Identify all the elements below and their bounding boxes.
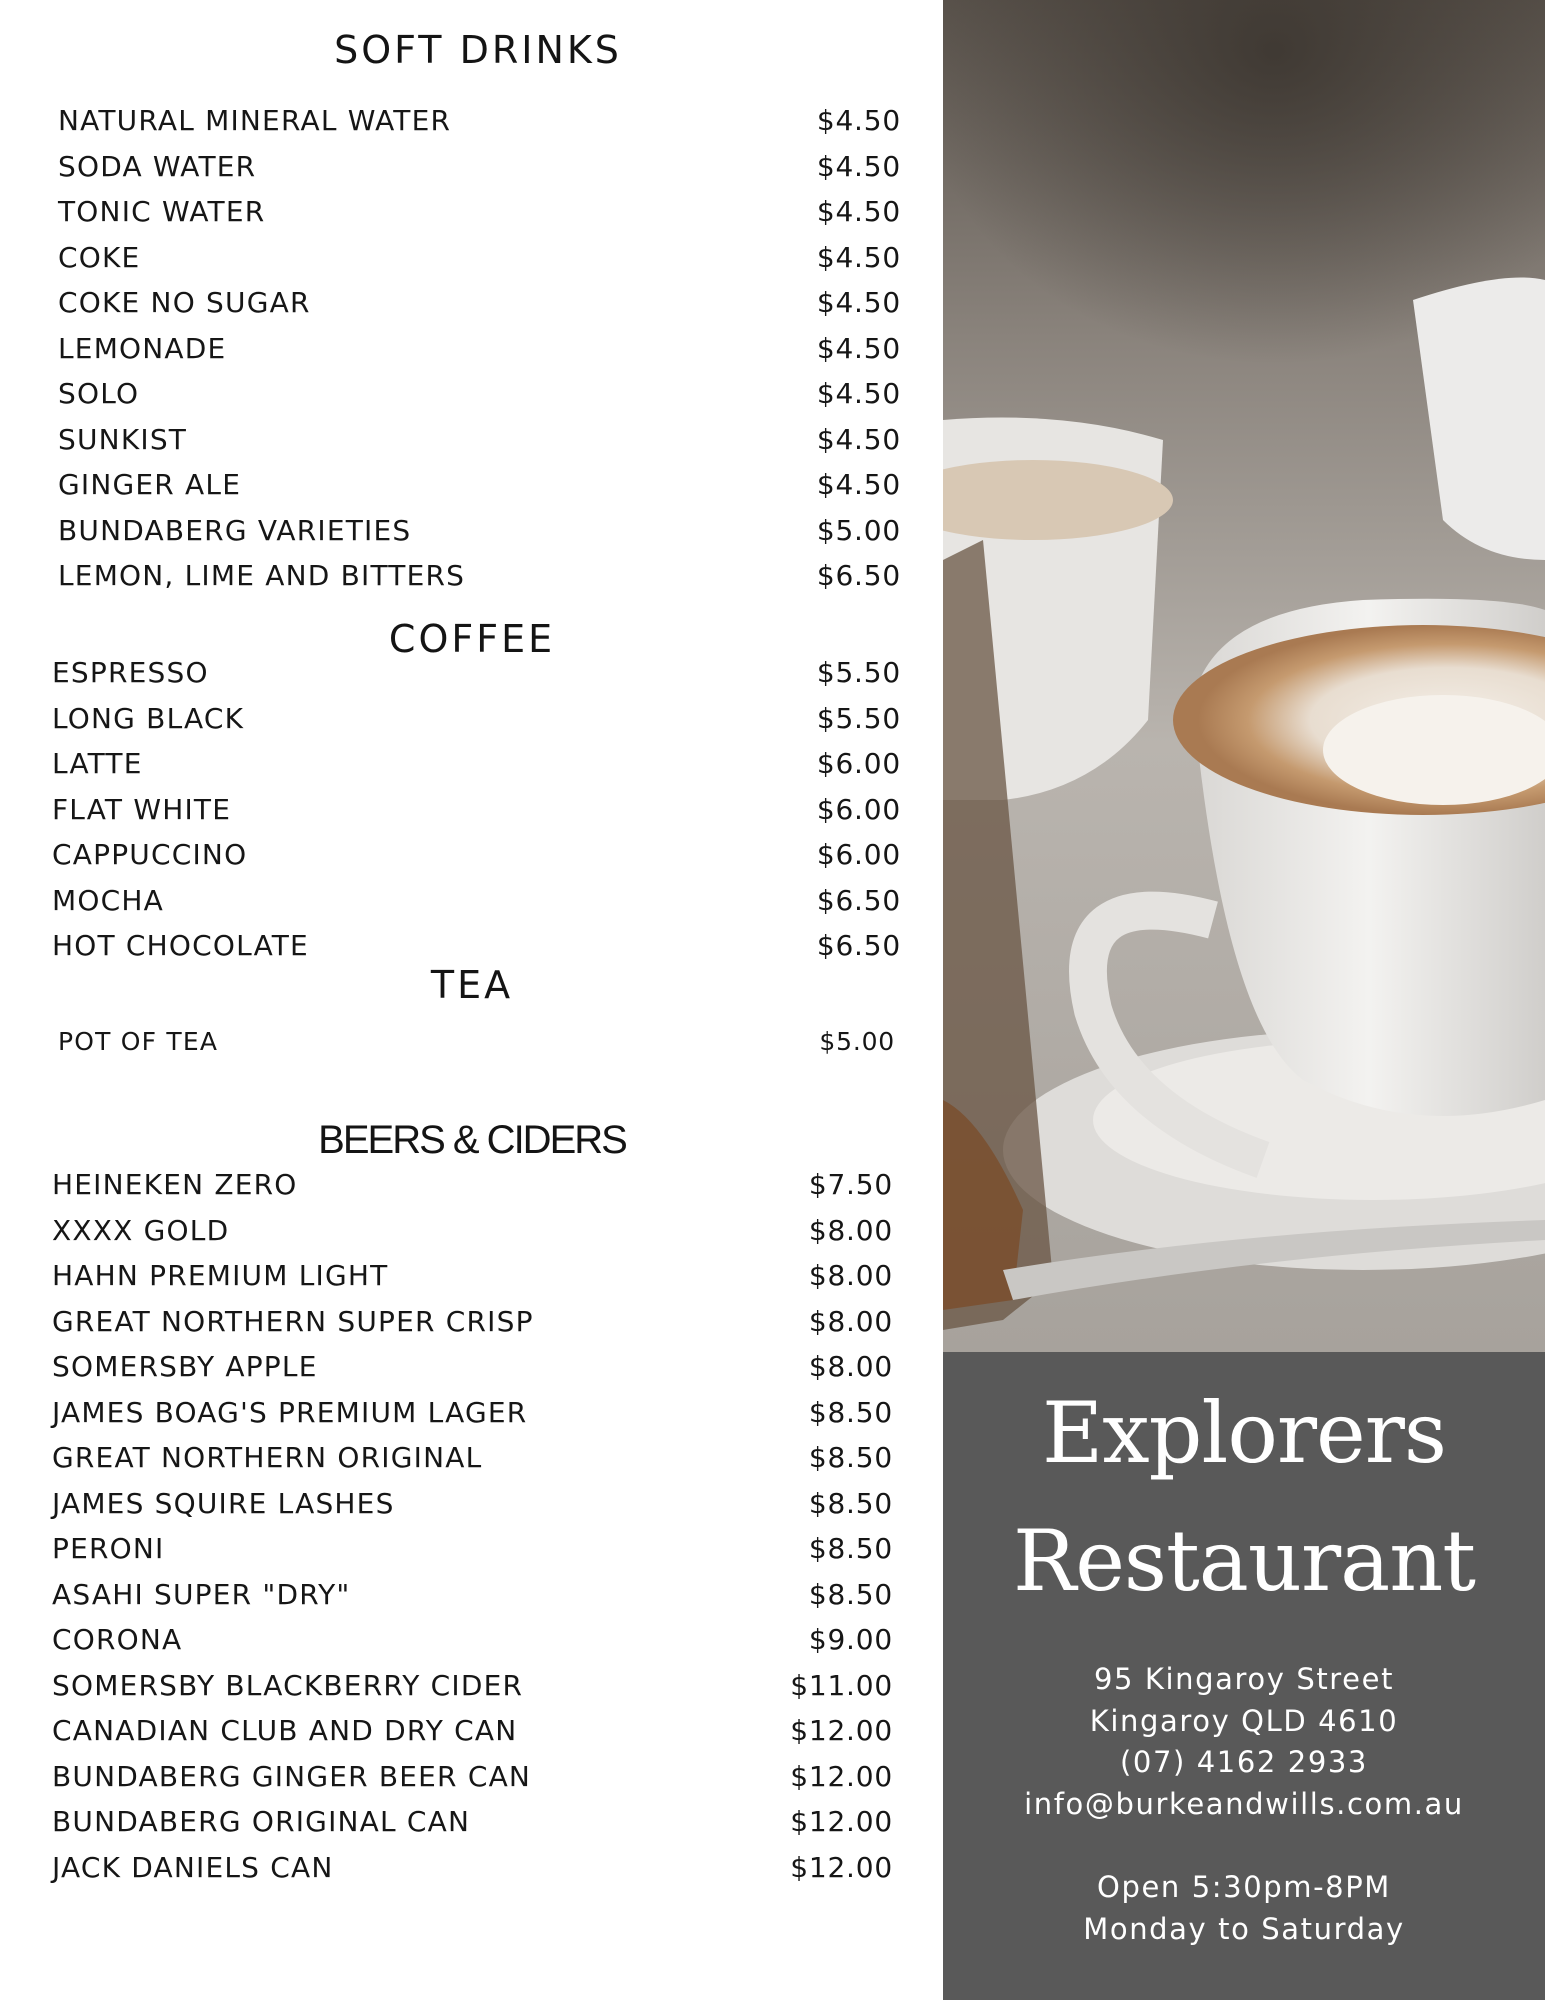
menu-item-name: JAMES SQUIRE LASHES xyxy=(52,1486,395,1520)
address-line2: Kingaroy QLD 4610 xyxy=(1089,1704,1399,1738)
beers-ciders-heading: BEERS & CIDERS xyxy=(318,1118,626,1162)
menu-item xyxy=(58,192,901,232)
menu-item xyxy=(58,465,901,505)
menu-item-price: $4.50 xyxy=(816,286,901,319)
menu-item xyxy=(52,1848,893,1888)
menu-item-name: XXXX GOLD xyxy=(52,1213,230,1247)
menu-item-price: $7.50 xyxy=(808,1168,893,1201)
coffee-cups-photo xyxy=(943,0,1545,1352)
menu-item-price: $12.00 xyxy=(790,1714,893,1747)
menu-item-name: PERONI xyxy=(52,1532,165,1565)
menu-item-name: JACK DANIELS CAN xyxy=(52,1850,334,1884)
menu-item-name: MOCHA xyxy=(52,883,164,917)
menu-item-price: $8.50 xyxy=(808,1395,893,1429)
restaurant-info-panel xyxy=(943,1352,1545,2000)
menu-item-name: BUNDABERG ORIGINAL CAN xyxy=(52,1805,471,1838)
menu-item xyxy=(58,556,901,596)
menu-item xyxy=(58,101,901,141)
menu-item xyxy=(58,329,901,369)
menu-item xyxy=(52,835,901,875)
menu-item-price: $5.50 xyxy=(816,701,901,735)
sidebar xyxy=(943,0,1545,2000)
menu-item xyxy=(52,1438,893,1478)
menu-item-price: $5.00 xyxy=(816,513,901,547)
menu-item-price: $6.00 xyxy=(816,838,901,871)
menu-item-price: $12.00 xyxy=(790,1850,893,1884)
menu-item-name: GINGER ALE xyxy=(58,468,242,501)
menu-item-price: $5.50 xyxy=(816,656,901,689)
menu-item xyxy=(52,1575,893,1615)
menu-item-price: $6.00 xyxy=(816,747,901,780)
menu-item-price: $12.00 xyxy=(790,1759,893,1793)
menu-item-name: BUNDABERG GINGER BEER CAN xyxy=(52,1759,532,1793)
menu-item xyxy=(52,1757,893,1797)
menu-item xyxy=(52,744,901,784)
menu-item xyxy=(52,1666,893,1706)
menu-item xyxy=(52,1347,893,1387)
coffee-heading: COFFEE xyxy=(388,617,556,661)
address-line1: 95 Kingaroy Street xyxy=(1093,1662,1395,1696)
menu-item xyxy=(58,420,901,460)
menu-item-price: $8.00 xyxy=(808,1213,893,1247)
email-address: info@burkeandwills.com.au xyxy=(1024,1787,1464,1821)
menu-item-name: LEMON, LIME AND BITTERS xyxy=(58,559,466,592)
menu-item-name: LATTE xyxy=(52,747,143,780)
menu-item-name: CANADIAN CLUB AND DRY CAN xyxy=(52,1714,518,1747)
menu-item-price: $8.50 xyxy=(808,1441,893,1474)
menu-item-price: $8.00 xyxy=(808,1350,893,1383)
menu-item-name: ASAHI SUPER "DRY" xyxy=(52,1577,351,1611)
menu-item-name: COKE NO SUGAR xyxy=(58,286,311,319)
menu-item-name: FLAT WHITE xyxy=(52,792,232,826)
menu-item-price: $12.00 xyxy=(790,1805,893,1838)
opening-days: Monday to Saturday xyxy=(1083,1912,1405,1946)
menu-item-price: $8.50 xyxy=(808,1532,893,1565)
menu-item-name: POT OF TEA xyxy=(58,1027,219,1056)
menu-item-price: $8.00 xyxy=(808,1304,893,1338)
menu-item-name: GREAT NORTHERN SUPER CRISP xyxy=(52,1304,534,1338)
menu-item xyxy=(52,1802,893,1842)
menu-item xyxy=(52,1302,893,1342)
menu-item xyxy=(58,283,901,323)
menu-item xyxy=(52,1393,893,1433)
phone-number: (07) 4162 2933 xyxy=(1120,1745,1368,1779)
menu-item xyxy=(52,881,901,921)
soft-drinks-heading: SOFT DRINKS xyxy=(334,28,622,72)
menu-item-name: COKE xyxy=(58,240,141,274)
menu-item-price: $4.50 xyxy=(816,240,901,274)
menu-item-name: HEINEKEN ZERO xyxy=(52,1168,298,1201)
menu-item xyxy=(52,1711,893,1751)
menu-item-name: TONIC WATER xyxy=(58,195,266,228)
menu-item-name: ESPRESSO xyxy=(52,656,209,689)
menu-item-price: $4.50 xyxy=(816,377,901,410)
menu-item xyxy=(52,1256,893,1296)
restaurant-name-line1: Explorers xyxy=(1041,1384,1447,1482)
menu-item xyxy=(58,238,901,278)
menu-item-price: $5.00 xyxy=(819,1027,895,1056)
menu-item-name: SOMERSBY APPLE xyxy=(52,1350,318,1383)
menu-item-name: CAPPUCCINO xyxy=(52,838,248,871)
menu-item-name: HAHN PREMIUM LIGHT xyxy=(52,1259,389,1292)
menu-item xyxy=(52,926,901,966)
menu-item-name: SODA WATER xyxy=(58,149,257,183)
menu-item xyxy=(52,653,901,693)
menu-item-price: $11.00 xyxy=(790,1668,893,1702)
menu-item-name: HOT CHOCOLATE xyxy=(52,929,309,962)
menu-item xyxy=(52,1620,893,1660)
menu-item-price: $6.50 xyxy=(816,883,901,917)
menu-item-price: $4.50 xyxy=(816,195,901,228)
menu-item xyxy=(52,1484,893,1524)
menu-item xyxy=(58,511,901,551)
menu-item-name: CORONA xyxy=(52,1623,183,1656)
menu-item-name: LEMONADE xyxy=(58,331,227,365)
menu-item xyxy=(52,699,901,739)
menu-item-price: $6.50 xyxy=(816,559,901,592)
menu-item-price: $6.00 xyxy=(816,792,901,826)
menu-item-price: $8.00 xyxy=(808,1259,893,1292)
coffee-cups-image xyxy=(943,0,1545,1352)
menu-item-price: $4.50 xyxy=(816,331,901,365)
menu-item-name: BUNDABERG VARIETIES xyxy=(58,513,412,547)
menu-item-name: LONG BLACK xyxy=(52,701,245,735)
menu-item-price: $8.50 xyxy=(808,1577,893,1611)
menu-item-name: GREAT NORTHERN ORIGINAL xyxy=(52,1441,483,1474)
menu-item-name: NATURAL MINERAL WATER xyxy=(58,104,452,137)
menu-item-price: $4.50 xyxy=(816,422,901,456)
menu-item xyxy=(52,1211,893,1251)
menu-item xyxy=(52,1165,893,1205)
menu-item xyxy=(58,374,901,414)
menu-item-price: $4.50 xyxy=(816,104,901,137)
menu-item xyxy=(58,1022,895,1062)
menu-item-name: SOMERSBY BLACKBERRY CIDER xyxy=(52,1668,524,1702)
opening-hours: Open 5:30pm-8PM xyxy=(1097,1870,1391,1904)
restaurant-name-line2: Restaurant xyxy=(1012,1512,1476,1610)
menu-item xyxy=(58,147,901,187)
menu-item-name: SUNKIST xyxy=(58,422,188,456)
menu-item xyxy=(52,790,901,830)
tea-heading: TEA xyxy=(430,963,514,1007)
menu-item-name: JAMES BOAG'S PREMIUM LAGER xyxy=(52,1395,528,1429)
menu-item-price: $8.50 xyxy=(808,1486,893,1520)
menu-item-price: $4.50 xyxy=(816,149,901,183)
menu-item-name: SOLO xyxy=(58,377,140,410)
menu-item-price: $4.50 xyxy=(816,468,901,501)
menu-item-price: $9.00 xyxy=(808,1623,893,1656)
menu-item xyxy=(52,1529,893,1569)
menu-item-price: $6.50 xyxy=(816,929,901,962)
